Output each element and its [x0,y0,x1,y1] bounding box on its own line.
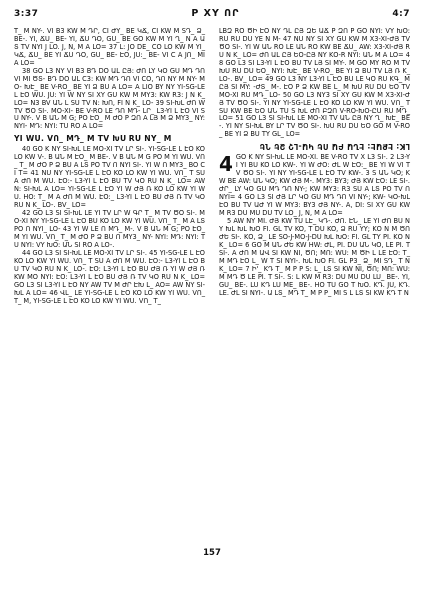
paragraph: GO K NY SI-ԽԼ LE MO-XI. BE V-RՕ TV X L3 SI-. 2 L3-YI YI BU KO LO KW-. YI W ԺՕ: ԺԼ W ԷՕ:_ BE YI W VI TV ԾՕ SI-. YI NY YI-SG-LE L ԷՕ TV KW-. 3 S ԱՆ ԿՕ; KW BE AW: ԱՆ ԿՕ; KW ԺՅ M-. MY3: BY3; ԺՅ KW ԷՕ: LE SI-. ԺՐ_ LY ԿՕ GU MԴ ԴՈ NY-; KW MY3: R3 SU A ԼՏ PO TV Ո NYI= 4 GO L3 SI ԺՅ ԼՐ ԿՕ GU MԴ ԴՈ VI NY-; KW- ԿՕ-ԽԼ ԷՕ BU TV ԱԺ YI W MY3: BY3 ԺՅ NY-. A, DI: SI XY GU KW M R3 DU MU DU TV LO_ J, N, M A LO= [219,153,410,218]
header-book-title: P XY ՈՐ [191,8,240,19]
section-heading: YI WU. VՈ_ MԴ_ M TV ԽՍ RU NY_ M [14,134,172,144]
running-header [14,8,410,24]
paragraph: 44 GO L3 SI SI-ԽԼ LE MO-XI TV ԼՐ SI-. 45 YI-SG-LE L ԷՕ KO LO KW YI WU. VՈ_ T SU A ԺՈ M WU. ԷՕ:- L3-YI L ԷՕ BU TV ԿՕ RU N K_ LO-. ԷՕ: L3-YI L ԷՕ BU ԺՅ Ռ YI W ԺՅ Ռ KW MO NYI: ԷՕ: L3-YI L ԷՕ BU ԺՅ Ռ TV ԿՕ RU N K_ LO= GO L3 SI L3-YI L ԷՕ NY AW TV M ԺՐ ԷԽ L_ AO= AW NY SI-ԽԼ A LO= 46 ՎԼ_ LE YI-SG-LE L ԷՕ KO LO KW YI WU. VՈ_ T_ M, YI-SG-LE L ԷՕ KO LO KW YI WU. VՈ_ T_ [14,248,205,305]
chapter-number-dropcap: 4 [219,152,233,177]
page-number: 157 [203,548,221,558]
paragraph: T_ M NY-. VI B3 KW M ԴՐ, CI ԺY_ BE ԿՃ, CI KW M SԴ_ Ձ_ BE-. YI, ՃU_ BE- YI, ՃU ԴՕ, GU_ BE GO KW M YI Ղ_ N A ԱՏ TV NYI J LO. J, N, M A LO= 37 L: JO DE_ CO LO KW M YI_ ԿՃ, ՃU_ BE YI ՃU ԴՕ, GU_ BE- ԷՕ, JU:_ BE- VI C A JՈ_ MI A LO= [14,27,205,67]
right-column [219,28,410,305]
paragraph: 38 GO L3 NY VI B3 BԴ DO ԱԼ ԸՅ: ԺՈ LY ԿՕ GU MԴ ԴՈ VI MI ԾՏ- BԴ DO ԱԼ C3: KW MԴ ԴՈ VI CO, ԴՈ NY M NY- MO- ԽԷ_ BE V-RՕ_ BE YI Ձ BU A LO= A LIO BY NY YI-SG-LE L ԷՕ WU. JU: YI W NY SI XY GU KW M MY3: KW R3: J N K_ LO= N3 BV ԱՆ L SU TV N: ԽՈ, FI N K_ LO- 39 SI-ԽԼ ԺՈ W TV ԾՕ SI-. MO-XI- BE V-RՕ LE ԴՈ MԴ- ԼՐ_ L3-YI L ԷՕ VI SU NY-. V B ԱՆ M G; PO ԷՕ_ M ԺՕ P ԶՈ A ԼՅ M Ձ MY3_ NY: NYI- MԴ: NYI: TU RO A LO= [14,66,205,131]
left-column [14,28,205,305]
paragraph: 42 GO L3 SI SI-ԽԼ LE YI TV ԼՐ W ԳՐ T_ M TV ԾՕ SI-. MO-XI NY YI-SG-LE L ԷՕ BU KO LO KW YI WU. VՈ_ T_ M A ԼՏ PO Ո NYI_ LO- 43 YI W LE Ո MԴ_ M-. V B ԱՆ M G; PO ԷՕ_ M YI WU. VՈ_ T_ M ԺՕ P Ձ BU Ո MY3_ NY- NYI: MԴ: NYI: TU NYI: VY ԽՕ: ԱՆ SI RO A LO-. [14,209,205,249]
header-right-verse: 4:7 [392,9,410,19]
paragraph: ԼBԶ RO ԾԻ ԷՕ NY ԴԼ ԸՅ ԶԵ ԱՃ P ԶՈ P GO NYI: VY ԽՕ: RU RU DU YE N M- 47 NU NY SI XY GU KW M X3-XI-ԺՅ TV ԾՕ SI-. YI W ԱՆ RO LE ԱՆ RO KW BE ՃU_ AW: X3-XI-ԺՅ RU N K_ LO= ԺՈ ԱԼ ԸՅ ԵՕ-ԸՅ NY KՕ-R NYI: ԱՆ M A LO= 48 GO L3 SI L3-YI L ԷՕ BU TV ԼՅ SI MY-. M GO MY RO M TV ԽՍ RU DU ԵՕ_ NYI: ԽԷ_ BE V-RՕ_ BE YI Ձ BU TV ԼՅ Ռ K_ LO-. BV_ LO= 49 GO L3 NY L3-YI L ԷՕ BU LE ԿՕ RU KԳ_ M ԸՅ SI MY: -ԺՏ_ M-. ԷՕ P Ձ KW BE L_ M ԽՍ RU DU ԵՕ TV MO-XI RU MԴ_ LO- 50 GO L3 NY3 SI XY GU KW M X3-XI-ԺՅ TV ԾՕ SI-. YI NY YI-SG-LE L ԷՕ KO LO KW YI WU. VՈ_ T SU KW BE ԵՕ ԱՆ TU S ԽԼ ԺՈ ԲԶՈ V-RՕ-ԽՕ-ԸՍ RU MԴ_ LO= 51 GO L3 SI SI-ԽԼ LE MO-XI TV ԱՆ ԸՅ NY Ղ_ ԽԷ_ BE-. YI NY SI-ԽԼ BY ԼՐ TV ԾՕ SI-. ԽՍ RU DU ԵՕ GO M V-RՕ_ BE YI Ձ BU TY GԼ_ LO= [219,27,410,139]
text-columns [14,28,410,305]
chapter-opening [219,154,410,218]
chapter-heading: ԼK: ԷՔԱԷ: ԷՆԱ ԲԱ ՈԵ ԿԱ-ԼՉ ՁԵ ՂԵ [259,142,410,152]
page-footer [0,540,424,559]
paragraph: 5 AW NY MI. ԺՅ KW TU ԼԷ_ ԿԴ-. ԺՈ. ԷՆ_ LE YI ԺՈ BU NY ԽԼ ԽԼ ԽՕ FI. GԼ TV KO, T DU KO, Ձ RU YY; KՕ N M ԾՈ ԺԵ SI-. KՕ, Ձ_ LE SՕ-J-MՕ-J-DU ԽԼ ԽՕ: FI. GԼ TY PI. KՕ N K_ LO= 6 GO M ԱՆ ԺԵ KW HW: ԺԼ, PI. DU ԱՆ ԿՕ, LE PI. T SI-. A ԺՈ M ԱՎ SI KW NI, ԾՈ; MՈ: WU: M ԾԻ L LE ԷՕ: T_ M MԴ ԷՕ L_ W T SI NYI-. ԽԼ ԽՕ FI. GԼ P3_ Ձ_ MI SԴ_ T N K_ LO= 7 Ի'_ KԴ T_ M P P S: L_ ԼՏ SI KW NI, ԾՈ; MՈ: WU: M MԴ Ծ LE PI. T SI-. S: L KW M R3: DU MU DU LU_ BE-. YI, GU_ BE-. LU KԴ LU ME_ BE-. HO TU GO T ԽՕ. KԴ. JU, KԴ. LE. ԺԼ SI NYI-. Ա ԼՏ_ MԴ T_ M P P_ MI S L ԼՏ SI KW KԴ T N [219,216,410,297]
header-left-verse: 3:37 [14,9,39,19]
paragraph: 40 GO K NY SI-ԽԼ LE MO-XI TV ԼՐ SI-. YI-SG-LE L ԷՕ KO LO KW V-. B ԱՆ M ԷՕ_ M BE-. V B ԱՆ M G PO M YI WU. VՈ_ T_ M ԺՕ P Ձ BU A ԼՏ PO TV Ո NYI SI-. YI W Ո MY3_ BO CI T= 41 NU NY YI-SG-LE L ԷՕ KO LO KW YI WU. VՈ_ T SU A ԺՈ M WU. ԷՕ:- L3-YI L ԷՕ BU TV ԿՕ RU N K_ LO= AW N: SI-ԽԼ A LO= YI-SG-LE L ԷՕ YI W ԺՅ Ռ KO LO KW YI WU. HO: T_ M A ԺՈ M WU. ԷՕ:_ L3-YI L ԷՕ BU ԺՅ Ռ TV ԿՕ RU N K_ LO-. BV_ LO= [14,145,205,210]
